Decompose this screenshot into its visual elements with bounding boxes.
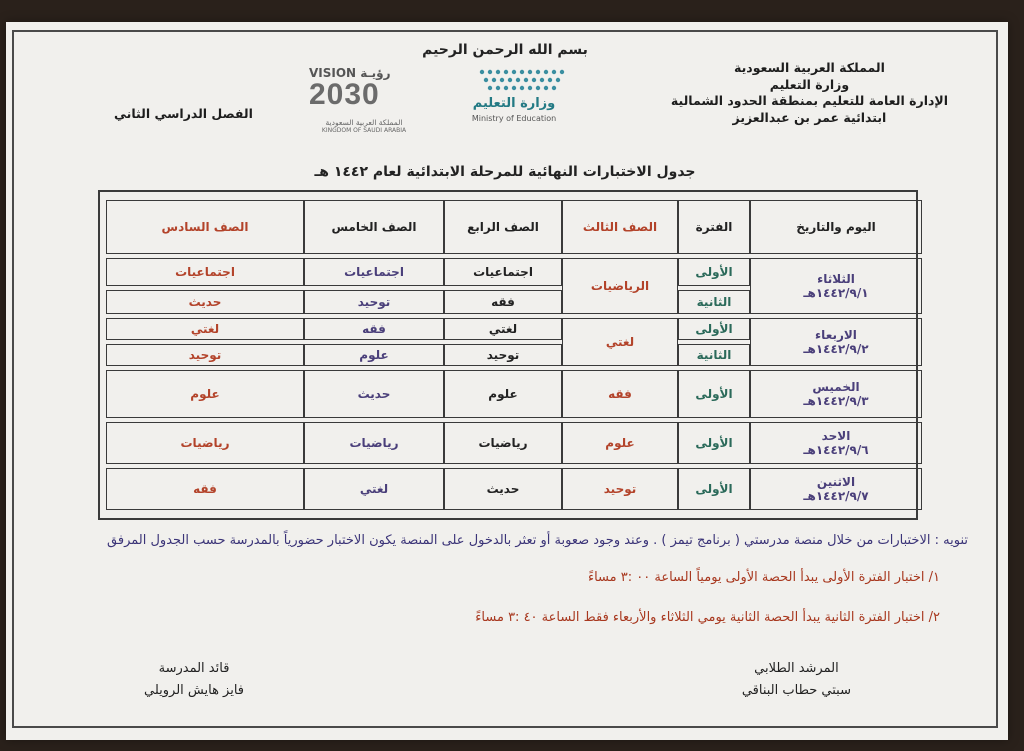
subject-cell: رياضيات [304,422,444,464]
header-line-ministry: وزارة التعليم [769,76,850,92]
document-title: جدول الاختبارات النهائية للمرحلة الابتدائية لعام ١٤٤٢ هـ [314,164,696,180]
counselor-title: المرشد الطلابي [754,661,839,676]
ministry-logo [439,66,589,126]
table-row [106,370,922,418]
header-right-block [671,60,948,126]
header-grade3: الصف الثالث [562,200,678,254]
vision-2030-logo [309,66,429,134]
header-line-kingdom: المملكة العربية السعودية [734,60,885,75]
subject-cell: فقه [562,370,678,418]
document-page [6,22,1008,740]
day-date: ١٤٤٢/٩/٢هـ [803,342,869,356]
subject-cell: لغتي [304,468,444,510]
subject-cell: حديث [444,468,562,510]
schedule-table-frame [98,190,918,520]
subject-cell: توحيد [562,468,678,510]
subject-cell: علوم [106,370,304,418]
page-frame [12,30,998,728]
day-cell [750,370,922,418]
subject-cell: فقه [444,290,562,314]
table-row [106,422,922,464]
table-row [106,258,922,286]
subject-cell: الرياضيات [562,258,678,314]
vision-logo-year: 2030 [309,78,380,111]
day-date: ١٤٤٢/٩/٦هـ [803,443,869,457]
table-row [106,468,922,510]
notes-block [28,530,968,551]
subject-cell: علوم [562,422,678,464]
subject-cell: حديث [304,370,444,418]
header-grade6: الصف السادس [106,200,304,254]
ministry-logo-en: Ministry of Education [471,114,557,123]
subject-cell: اجتماعيات [444,258,562,286]
header-grade4: الصف الرابع [444,200,562,254]
period-cell: الأولى [678,318,750,340]
counselor-name: سبتي حطاب البناقي [741,683,851,698]
header-period: الفترة [678,200,750,254]
vision-logo-en: KINGDOM OF SAUDI ARABIA [321,127,407,134]
period-cell: الثانية [678,290,750,314]
rule-second-period: ٢/ اختبار الفترة الثانية يبدأ الحصة الثانية يومي الثلاثاء والأربعاء فقط الساعة ٤٠ :٣ مساءً [475,610,940,625]
counselor-signature [742,658,851,702]
header-line-directorate: الإدارة العامة للتعليم بمنطقة الحدود الشمالية [670,93,948,108]
subject-cell: اجتماعيات [106,258,304,286]
vision-logo-ar: المملكة العربية السعودية [325,118,403,127]
day-cell [750,318,922,366]
subject-cell: اجتماعيات [304,258,444,286]
subject-cell: توحيد [444,344,562,366]
subject-cell: لغتي [444,318,562,340]
basmala: بسم الله الرحمن الرحيم [422,42,588,58]
period-cell: الأولى [678,258,750,286]
principal-signature [144,658,244,702]
period-cell: الأولى [678,422,750,464]
day-cell [750,468,922,510]
ministry-dots-icon [476,66,566,96]
principal-name: فايز هايش الرويلي [144,683,245,698]
period-cell: الأولى [678,468,750,510]
subject-cell: لغتي [562,318,678,366]
day-name: الاربعاء [815,328,857,342]
rule-first-period: ١/ اختبار الفترة الأولى يبدأ الحصة الأولى يومياً الساعة ٠٠ :٣ مساءً [587,570,940,585]
table-row [106,318,922,340]
day-name: الاحد [821,429,851,443]
day-name: الثلاثاء [817,272,855,286]
day-cell [750,422,922,464]
subject-cell: فقه [304,318,444,340]
semester-label: الفصل الدراسي الثاني [114,106,253,121]
day-name: الاثنين [816,475,856,489]
ministry-logo-ar: وزارة التعليم [472,96,556,111]
day-date: ١٤٤٢/٩/٣هـ [803,394,869,408]
day-date: ١٤٤٢/٩/١هـ [803,286,869,300]
vision-logo-top: VISION رؤيـة [309,66,391,80]
header-line-school: ابتدائية عمر بن عبدالعزيز [732,109,887,125]
subject-cell: علوم [304,344,444,366]
period-cell: الأولى [678,370,750,418]
subject-cell: توحيد [106,344,304,366]
header-grade5: الصف الخامس [304,200,444,254]
day-date: ١٤٤٢/٩/٧هـ [803,489,869,503]
header-date: اليوم والتاريخ [750,200,922,254]
subject-cell: حديث [106,290,304,314]
subject-cell: رياضيات [444,422,562,464]
subject-cell: توحيد [304,290,444,314]
subject-cell: رياضيات [106,422,304,464]
exam-schedule-table [106,196,922,514]
subject-cell: فقه [106,468,304,510]
subject-cell: علوم [444,370,562,418]
day-name: الخميس [812,380,860,394]
day-cell [750,258,922,314]
subject-cell: لغتي [106,318,304,340]
principal-title: قائد المدرسة [158,661,230,676]
period-cell: الثانية [678,344,750,366]
table-header-row [106,200,922,254]
note-line: تنويه : الاختبارات من خلال منصة مدرستي ( برنامج تيمز ) . وعند وجود صعوبة أو تعثر بالدخول على المنصة يكون الاختبار حضورياً بالمدرسة حسب الجدول المرفق [107,533,968,548]
